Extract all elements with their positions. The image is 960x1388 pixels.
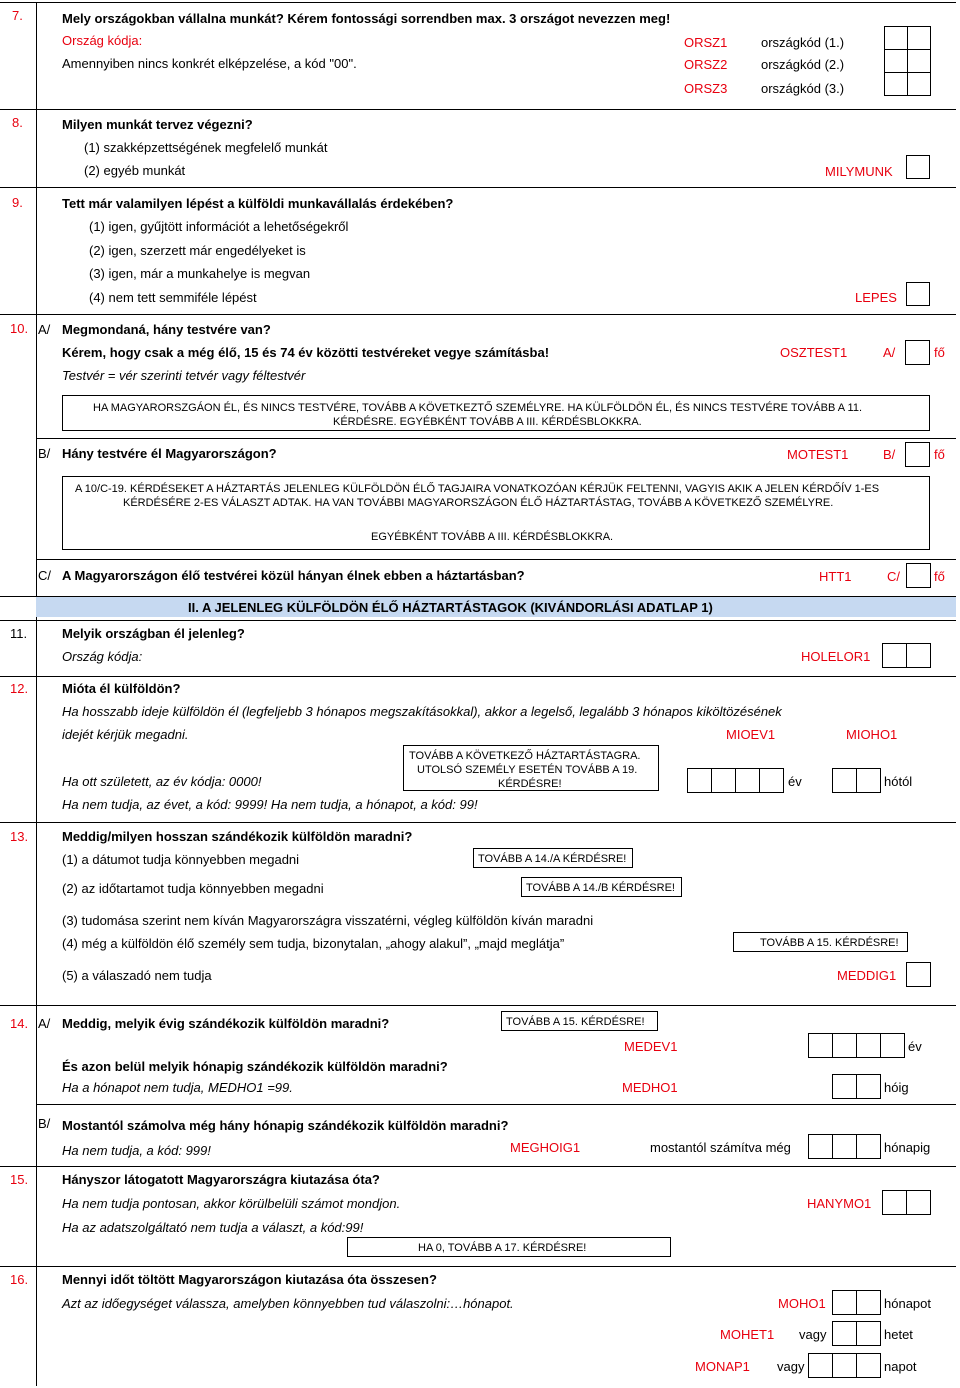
q15-number: 15. xyxy=(10,1172,29,1187)
q16-days-cell[interactable] xyxy=(856,1353,881,1378)
q14-b-code: MEGHOIG1 xyxy=(510,1140,581,1155)
q14-a-year-cell[interactable] xyxy=(808,1033,833,1058)
q9-option-2: (2) igen, szerzett már engedélyeket is xyxy=(89,243,306,258)
q7-code-1: ORSZ1 xyxy=(684,35,728,50)
q7-label-3: országkód (3.) xyxy=(761,81,845,96)
q7-question: Mely országokban vállalna munkát? Kérem fontossági sorrendben max. 3 országot nevezzen meg! xyxy=(62,11,671,26)
q11-code: HOLELOR1 xyxy=(801,649,871,664)
q16-unit-1: hónapot xyxy=(884,1296,931,1311)
q13-question: Meddig/milyen hosszan szándékozik külföldön maradni? xyxy=(62,829,413,844)
q7-answer-cell[interactable] xyxy=(907,72,931,96)
q13-option-4: (4) még a külföldön élő személy sem tudja, bizonytalan, „ahogy alakul”, „majd meglátja” xyxy=(62,936,565,951)
q10-routing-note xyxy=(62,476,930,550)
q12-year-cell[interactable] xyxy=(759,768,784,793)
q14-a-unit2: hóig xyxy=(884,1080,909,1095)
q7-number: 7. xyxy=(12,8,23,23)
q14-b-month-cell[interactable] xyxy=(808,1134,833,1159)
section2-title: II. A JELENLEG KÜLFÖLDÖN ÉLŐ HÁZTARTÁSTAGOK (KIVÁNDORLÁSI ADATLAP 1) xyxy=(188,600,713,615)
q13-number: 13. xyxy=(10,829,29,844)
q7-line1: Ország kódja: xyxy=(62,33,143,48)
q10-a-answer-cell[interactable] xyxy=(905,340,930,365)
q7-code-2: ORSZ2 xyxy=(684,57,728,72)
q14-number: 14. xyxy=(10,1016,29,1031)
q10-number: 10. xyxy=(10,321,29,336)
q10-b-label: B/ xyxy=(38,446,51,461)
q9-answer-cell[interactable] xyxy=(906,282,930,306)
q8-option-1: (1) szakképzettségének megfelelő munkát xyxy=(84,140,328,155)
q13-jump-2 xyxy=(521,877,682,897)
q13-option-1: (1) a dátumot tudja könnyebben megadni xyxy=(62,852,300,867)
q7-answer-cell[interactable] xyxy=(907,49,931,73)
q13-code: MEDDIG1 xyxy=(837,968,897,983)
q14-a-year-cell[interactable] xyxy=(832,1033,857,1058)
q14-b-month-cell[interactable] xyxy=(832,1134,857,1159)
q10-c-question: A Magyarországon élő testvérei közül hányan élnek ebben a háztartásban? xyxy=(62,568,525,583)
q10-b-unit: fő xyxy=(934,447,945,462)
q10-b-tag: B/ xyxy=(883,447,896,462)
q16-days-cell[interactable] xyxy=(808,1353,833,1378)
q10-a-unit: fő xyxy=(934,345,945,360)
q10-c-code: HTT1 xyxy=(819,569,852,584)
q14-a-jump xyxy=(501,1011,658,1031)
q7-label-2: országkód (2.) xyxy=(761,57,845,72)
q16-days-cell[interactable] xyxy=(832,1353,857,1378)
q13-jump-1 xyxy=(473,848,633,868)
q10-c-tag: C/ xyxy=(887,569,900,584)
q14-a-code2: MEDHO1 xyxy=(622,1080,678,1095)
q14-a-question2-note: Ha a hónapot nem tudja, MEDHO1 =99. xyxy=(62,1080,293,1095)
q7-answer-cell[interactable] xyxy=(884,26,908,50)
q16-unit-2: hetet xyxy=(884,1327,913,1342)
q16-or-2: vagy xyxy=(799,1327,827,1342)
q10-c-answer-cell[interactable] xyxy=(906,563,931,588)
q15-answer-cell[interactable] xyxy=(906,1190,931,1215)
q12-jump-note-line2: UTOLSÓ SZEMÉLY ESETÉN TOVÁBB A 19. xyxy=(417,764,638,776)
q10-routing-note-line3: EGYÉBKÉNT TOVÁBB A III. KÉRDÉSBLOKKRA. xyxy=(371,531,614,543)
q14-a-label: A/ xyxy=(38,1016,51,1031)
q12-line3: idejét kérjük megadni. xyxy=(62,727,189,742)
q9-question: Tett már valamilyen lépést a külföldi munkavállalás érdekében? xyxy=(62,196,454,211)
q14-a-unit: év xyxy=(908,1039,922,1054)
q10-c-unit: fő xyxy=(934,569,945,584)
q16-weeks-cell[interactable] xyxy=(832,1321,857,1346)
q7-answer-cell[interactable] xyxy=(884,49,908,73)
q14-a-question2: És azon belül melyik hónapig szándékozik külföldön maradni? xyxy=(62,1059,448,1074)
q9-option-4: (4) nem tett semmiféle lépést xyxy=(89,290,257,305)
q7-label-1: országkód (1.) xyxy=(761,35,845,50)
q15-line2: Ha nem tudja pontosan, akkor körülbelüli számot mondjon. xyxy=(62,1196,401,1211)
q10-a-question: Megmondaná, hány testvére van? xyxy=(62,322,271,337)
q11-answer-cell[interactable] xyxy=(882,643,907,668)
q14-a-code: MEDEV1 xyxy=(624,1039,678,1054)
number-column-divider xyxy=(36,2,37,1386)
q12-month-cell[interactable] xyxy=(832,768,857,793)
q15-jump xyxy=(347,1237,671,1257)
q10-b-code: MOTEST1 xyxy=(787,447,849,462)
q7-answer-cell[interactable] xyxy=(884,72,908,96)
q11-answer-cell[interactable] xyxy=(906,643,931,668)
q7-code-3: ORSZ3 xyxy=(684,81,728,96)
q14-a-jump-text: TOVÁBB A 15. KÉRDÉSRE! xyxy=(506,1016,645,1028)
q11-line2: Ország kódja: xyxy=(62,649,143,664)
q16-code-3: MONAP1 xyxy=(695,1359,750,1374)
q15-line3: Ha az adatszolgáltató nem tudja a választ, a kód:99! xyxy=(62,1220,364,1235)
q12-jump-note-line3: KÉRDÉSRE! xyxy=(498,778,562,790)
q16-question: Mennyi időt töltött Magyarországon kiutazása óta összesen? xyxy=(62,1272,437,1287)
q14-b-text: mostantól számítva még xyxy=(650,1140,791,1155)
q12-month-cell[interactable] xyxy=(856,768,881,793)
q8-answer-cell[interactable] xyxy=(906,155,930,179)
q15-question: Hányszor látogatott Magyarországra kiutazása óta? xyxy=(62,1172,380,1187)
q13-jump-1-text: TOVÁBB A 14./A KÉRDÉSRE! xyxy=(478,853,627,865)
q10-a-definition: Testvér = vér szerinti tetvér vagy féltestvér xyxy=(62,368,306,383)
q10-a-code: OSZTEST1 xyxy=(780,345,848,360)
q16-unit-3: napot xyxy=(884,1359,917,1374)
q10-a-label: A/ xyxy=(38,322,51,337)
q12-code-year: MIOEV1 xyxy=(726,727,776,742)
q9-option-1: (1) igen, gyűjtött információt a lehetőségekről xyxy=(89,219,349,234)
q13-jump-2-text: TOVÁBB A 14./B KÉRDÉSRE! xyxy=(526,882,675,894)
q13-jump-4 xyxy=(733,932,908,952)
q10-a-instruction: Kérem, hogy csak a még élő, 15 és 74 év közötti testvéreket vegye számításba! xyxy=(62,345,550,360)
q12-year-cell[interactable] xyxy=(687,768,712,793)
q7-answer-cell[interactable] xyxy=(907,26,931,50)
q16-or-3: vagy xyxy=(777,1359,805,1374)
q8-option-2: (2) egyéb munkát xyxy=(84,163,186,178)
q11-question: Melyik országban él jelenleg? xyxy=(62,626,245,641)
q14-b-note: Ha nem tudja, a kód: 999! xyxy=(62,1143,211,1158)
q12-month-unit: hótól xyxy=(884,774,913,789)
q12-year-cell[interactable] xyxy=(735,768,760,793)
q10-c-label: C/ xyxy=(38,568,51,583)
q8-question: Milyen munkát tervez végezni? xyxy=(62,117,253,132)
q15-answer-cell[interactable] xyxy=(882,1190,907,1215)
q14-a-year-cell[interactable] xyxy=(880,1033,905,1058)
q9-number: 9. xyxy=(12,195,23,210)
q12-line2: Ha hosszabb ideje külföldön él (legfeljebb 3 hónapos megszakításokkal), akkor a legelső, legalább 3 hónapos kiköltözésének xyxy=(62,704,782,719)
q12-year-cell[interactable] xyxy=(711,768,736,793)
q12-question: Mióta él külföldön? xyxy=(62,681,181,696)
q10-b-question: Hány testvére él Magyarországon? xyxy=(62,446,277,461)
q10-routing-note-line1: A 10/C-19. KÉRDÉSEKET A HÁZTARTÁS JELENLEG KÜLFÖLDÖN ÉLŐ TAGJAIRA VONATKOZÓAN KÉRJÜK FELTENNI, VAGYIS AKIK A JELEN KÉRDŐÍV 1-ES xyxy=(75,483,880,495)
q16-number: 16. xyxy=(10,1272,29,1287)
q8-code: MILYMUNK xyxy=(825,164,893,179)
q14-a-month-cell[interactable] xyxy=(832,1074,857,1099)
q14-b-question: Mostantól számolva még hány hónapig szándékozik külföldön maradni? xyxy=(62,1118,509,1133)
q13-option-3: (3) tudomása szerint nem kíván Magyarországra visszatérni, végleg külföldön kíván maradni xyxy=(62,913,594,928)
q12-line4: Ha ott született, az év kódja: 0000! xyxy=(62,774,262,789)
q14-a-question: Meddig, melyik évig szándékozik külföldön maradni? xyxy=(62,1016,390,1031)
q10-routing-note-line2: KÉRDÉSÉRE 2-ES VÁLASZT ADTAK. HA VAN TOVÁBBI MAGYARORSZÁGON ÉLŐ HÁZTARTÁSTAG, TOVÁBB A KÖVETKEZŐ SZEMÉLYRE. xyxy=(123,497,834,509)
q12-number: 12. xyxy=(10,681,29,696)
q10-filter-note-line2: KÉRDÉSRE. EGYÉBKÉNT TOVÁBB A III. KÉRDÉSBLOKKRA. xyxy=(333,416,642,428)
q14-a-year-cell[interactable] xyxy=(856,1033,881,1058)
q16-weeks-cell[interactable] xyxy=(856,1321,881,1346)
q10-filter-note xyxy=(62,395,930,431)
q8-number: 8. xyxy=(12,115,23,130)
q15-code: HANYMO1 xyxy=(807,1196,872,1211)
q9-option-3: (3) igen, már a munkahelye is megvan xyxy=(89,266,311,281)
q12-year-unit: év xyxy=(788,774,802,789)
q14-b-label: B/ xyxy=(38,1116,51,1131)
q13-option-2: (2) az időtartamot tudja könnyebben megadni xyxy=(62,881,324,896)
q12-jump-note-line1: TOVÁBB A KÖVETKEZŐ HÁZTARTÁSTAGRA. xyxy=(409,750,641,762)
q10-filter-note-line1: HA MAGYARORSZGÁON ÉL, ÉS NINCS TESTVÉRE, TOVÁBB A KÖVETKEZTŐ SZEMÉLYRE. HA KÜLFÖLDÖN ÉL, ÉS NINCS TESTVÉRE TOVÁBB A 11. xyxy=(93,402,863,414)
q13-jump-4-text: TOVÁBB A 15. KÉRDÉSRE! xyxy=(760,937,899,949)
q12-jump-note xyxy=(403,745,659,791)
q10-a-tag: A/ xyxy=(883,345,896,360)
q16-line2: Azt az időegységet válassza, amelyben könnyebben tud válaszolni:…hónapot. xyxy=(62,1296,514,1311)
q14-b-month-cell[interactable] xyxy=(856,1134,881,1159)
q12-line5: Ha nem tudja, az évet, a kód: 9999! Ha nem tudja, a hónapot, a kód: 99! xyxy=(62,797,478,812)
q12-code-month: MIOHO1 xyxy=(846,727,898,742)
q16-months-cell[interactable] xyxy=(856,1290,881,1315)
q13-option-5: (5) a válaszadó nem tudja xyxy=(62,968,212,983)
q16-code-1: MOHO1 xyxy=(778,1296,826,1311)
q14-a-month-cell[interactable] xyxy=(856,1074,881,1099)
q16-code-2: MOHET1 xyxy=(720,1327,775,1342)
q14-b-unit: hónapig xyxy=(884,1140,931,1155)
q15-jump-text: HA 0, TOVÁBB A 17. KÉRDÉSRE! xyxy=(418,1242,587,1254)
q7-line2: Amennyiben nincs konkrét elképzelése, a kód "00". xyxy=(62,56,357,71)
q9-code: LEPES xyxy=(855,290,897,305)
q13-answer-cell[interactable] xyxy=(906,962,931,987)
q10-b-answer-cell[interactable] xyxy=(905,442,930,467)
q11-number: 11. xyxy=(10,626,28,641)
q16-months-cell[interactable] xyxy=(832,1290,857,1315)
